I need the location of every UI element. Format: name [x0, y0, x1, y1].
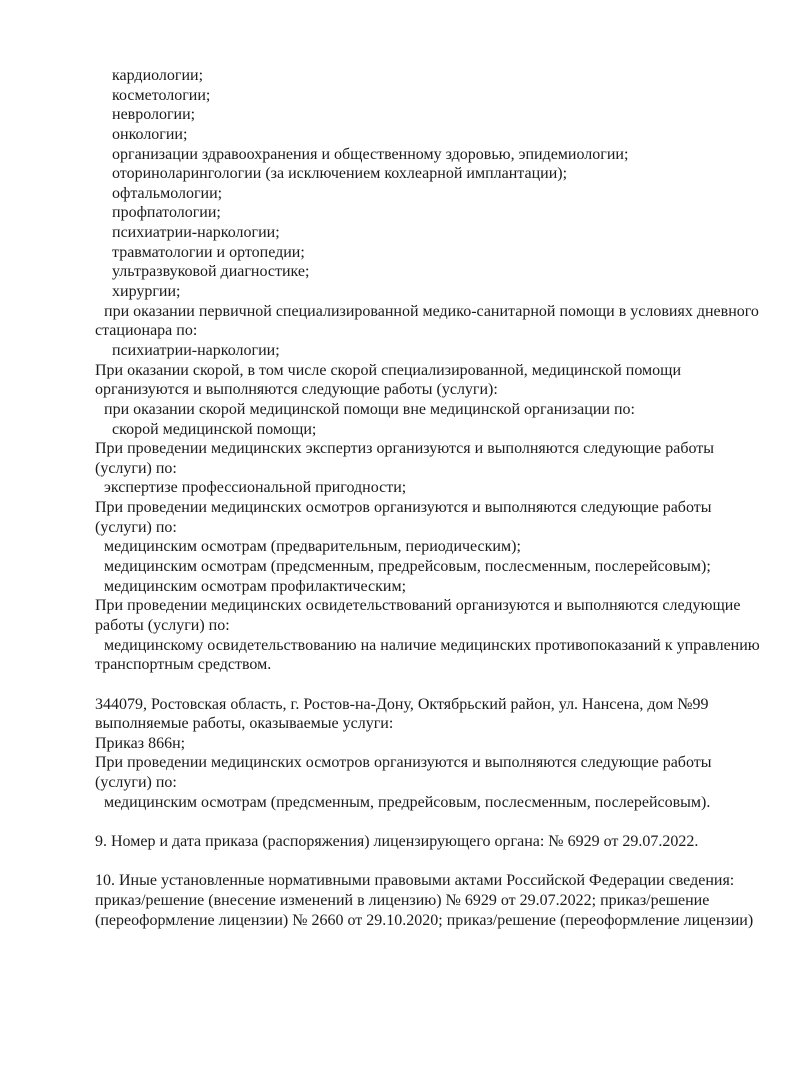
text-line: (услуги) по: — [95, 774, 177, 792]
text-line: оториноларингологии (за исключением кохлеарной имплантации); — [112, 165, 568, 183]
text-line: ультразвуковой диагностике; — [112, 263, 310, 281]
text-line: косметологии; — [112, 86, 211, 104]
text-line: (услуги) по: — [95, 518, 177, 536]
text-line: медицинскому освидетельствованию на наличие медицинских противопоказаний к управлению — [104, 636, 760, 654]
blank-line — [0, 812, 812, 832]
text-line: медицинским осмотрам профилактическим; — [104, 577, 407, 595]
text-line: медицинским осмотрам (предсменным, предрейсовым, послесменным, послерейсовым). — [104, 793, 711, 811]
text-line: При проведении медицинских осмотров организуются и выполняются следующие работы — [95, 499, 712, 517]
text-line: профпатологии; — [112, 204, 221, 222]
text-line: выполняемые работы, оказываемые услуги: — [95, 715, 394, 733]
text-line: Приказ 866н; — [95, 734, 186, 752]
text-line: 9. Номер и дата приказа (распоряжения) лицензирующего органа: № 6929 от 29.07.2022. — [95, 832, 699, 850]
text-line: офтальмологии; — [112, 184, 223, 202]
text-line: работы (услуги) по: — [95, 616, 230, 634]
blank-line — [0, 675, 812, 695]
text-line: При проведении медицинских освидетельствований организуются и выполняются следующие — [95, 597, 741, 615]
text-line: транспортным средством. — [95, 656, 272, 674]
text-line: (услуги) по: — [95, 459, 177, 477]
text-line: кардиологии; — [112, 67, 204, 84]
text-line: медицинским осмотрам (предсменным, предрейсовым, послесменным, послерейсовым); — [104, 558, 711, 576]
text-line: психиатрии-наркологии; — [112, 341, 280, 359]
text-line: При проведении медицинских экспертиз организуются и выполняются следующие работы — [95, 440, 714, 458]
document-text — [0, 66, 812, 930]
text-line: хирургии; — [112, 283, 181, 301]
text-line: организации здравоохранения и общественному здоровью, эпидемиологии; — [112, 145, 629, 163]
text-line: 10. Иные установленные нормативными правовыми актами Российской Федерации сведения: — [95, 872, 735, 890]
text-line: При проведении медицинских осмотров организуются и выполняются следующие работы — [95, 754, 712, 772]
text-line: экспертизе профессиональной пригодности; — [104, 479, 407, 497]
text-line: стационара по: — [95, 322, 198, 340]
text-line: онкологии; — [112, 125, 188, 143]
text-line: медицинским осмотрам (предварительным, периодическим); — [104, 538, 521, 556]
text-line: психиатрии-наркологии; — [112, 224, 280, 242]
text-line: при оказании первичной специализированной медико-санитарной помощи в условиях дневного — [104, 302, 759, 320]
blank-line — [0, 852, 812, 872]
text-line: неврологии; — [112, 106, 196, 124]
text-line: при оказании скорой медицинской помощи вне медицинской организации по: — [104, 400, 635, 418]
text-line: При оказании скорой, в том числе скорой специализированной, медицинской помощи — [95, 361, 682, 379]
text-line: приказ/решение (внесение изменений в лицензию) № 6929 от 29.07.2022; приказ/решение — [95, 891, 710, 909]
text-line: травматологии и ортопедии; — [112, 243, 305, 261]
text-line: 344079, Ростовская область, г. Ростов-на-Дону, Октябрьский район, ул. Нансена, дом №99 — [95, 695, 709, 713]
text-line: организуются и выполняются следующие работы (услуги): — [95, 381, 498, 399]
text-line: (переоформление лицензии) № 2660 от 29.10.2020; приказ/решение (переоформление лицензии) — [95, 911, 754, 929]
text-line: скорой медицинской помощи; — [112, 420, 317, 438]
